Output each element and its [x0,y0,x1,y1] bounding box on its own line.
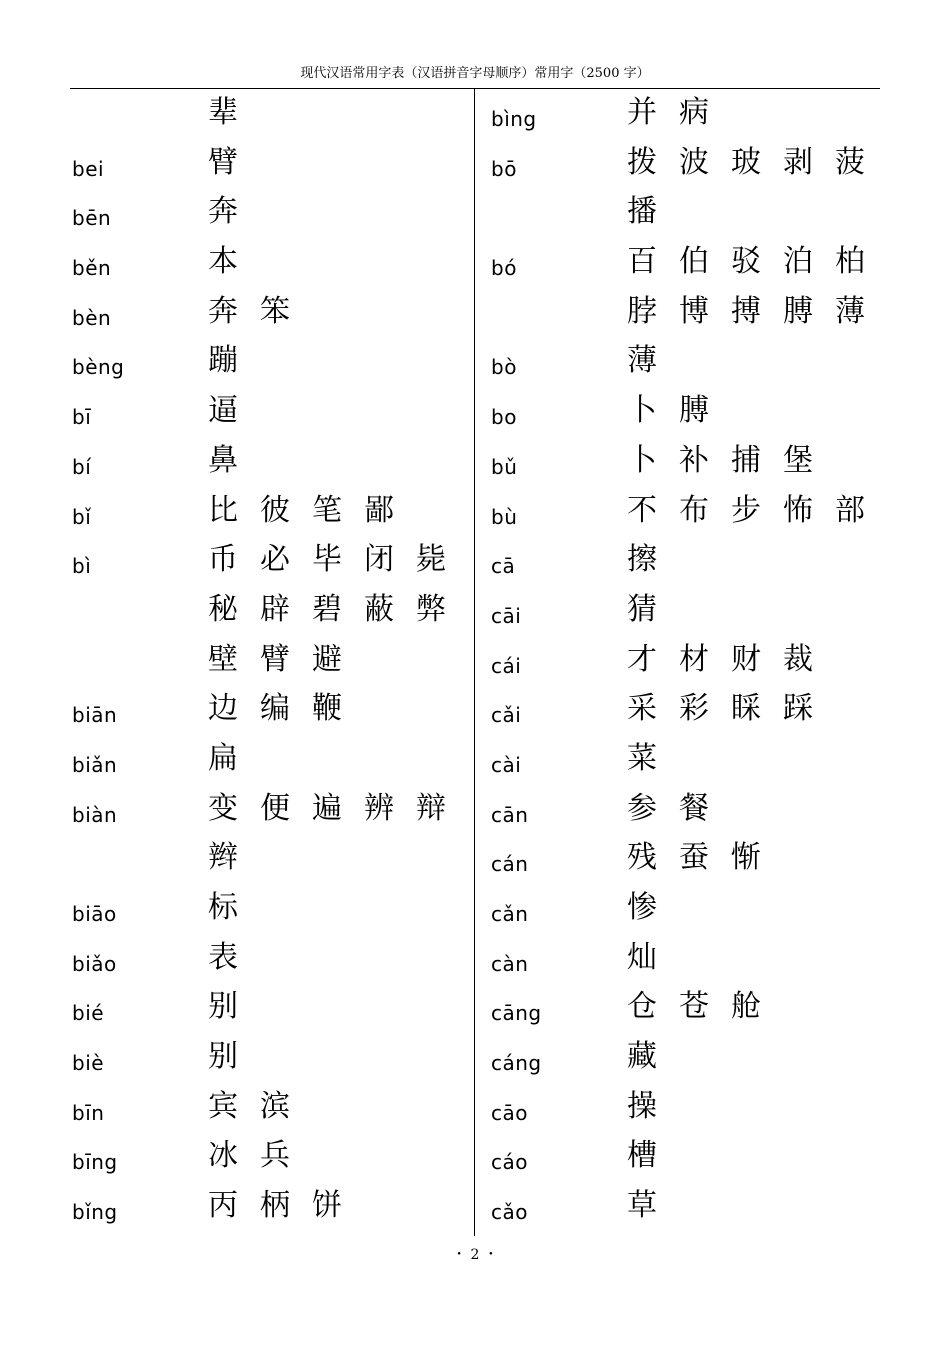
table-row [491,337,880,387]
hanzi-character: 惨 [627,890,657,925]
hanzi-character: 辫 [208,840,238,876]
character-list [208,840,260,876]
pinyin-label: bù [491,504,518,529]
hanzi-character: 藏 [627,1039,657,1075]
hanzi-character: 兵 [260,1138,290,1174]
hanzi-character: 擦 [627,542,657,578]
table-row [72,139,472,189]
hanzi-character: 别 [208,1039,238,1075]
character-list [627,791,731,827]
pinyin-label: biān [72,703,118,728]
hanzi-character: 逼 [208,393,238,429]
pinyin-label: biāo [72,902,117,926]
hanzi-character: 波 [679,144,709,180]
character-list [627,592,679,628]
table-row [72,934,472,984]
page-header: 现代汉语常用字表（汉语拼音字母顺序）常用字（2500 字） [300,66,650,81]
character-list [627,95,731,131]
hanzi-character: 鄙 [364,492,394,528]
table-row [72,983,472,1033]
hanzi-character: 布 [679,492,709,528]
pinyin-label: bo [491,405,517,430]
character-list [208,95,260,131]
character-list [208,393,260,429]
table-row [491,188,880,238]
hanzi-character: 奔 [208,194,238,230]
pinyin-label: cāo [491,1100,528,1125]
hanzi-character: 播 [627,194,657,230]
hanzi-character: 边 [208,691,238,727]
hanzi-character: 搏 [731,293,761,329]
table-row [491,288,880,338]
hanzi-character: 财 [731,641,761,677]
character-list [208,145,260,181]
pinyin-label: cāi [491,603,522,628]
table-row [72,387,472,437]
hanzi-character: 材 [679,641,709,677]
hanzi-character: 膊 [783,293,813,329]
hanzi-character: 并 [627,95,657,130]
hanzi-character: 裁 [783,641,813,677]
hanzi-character: 辟 [260,591,290,627]
hanzi-character: 宾 [208,1088,238,1124]
character-list [627,890,679,926]
table-row [72,188,472,238]
pinyin-label: bī [72,405,92,430]
character-list [208,294,312,330]
hanzi-character: 编 [260,691,290,727]
hanzi-character: 弊 [416,591,446,627]
character-list [627,691,835,727]
character-list [208,890,260,926]
hanzi-character: 猜 [627,591,657,627]
pinyin-label: cán [491,852,529,877]
pinyin-label: bò [491,355,517,380]
character-list [208,1039,260,1075]
table-row [491,834,880,884]
table-row [491,983,880,1033]
hanzi-character: 必 [260,542,290,578]
table-row [491,536,880,586]
pinyin-label: bèn [72,305,112,330]
table-row [491,1132,880,1182]
hanzi-character: 表 [208,939,238,975]
hanzi-character: 参 [627,790,657,826]
hanzi-character: 槽 [627,1138,657,1174]
character-list [208,443,260,479]
character-list [627,443,835,479]
pinyin-label: cǎi [491,703,522,728]
pinyin-label: bǔ [491,454,518,479]
character-list [627,1089,679,1125]
table-row [491,437,880,487]
hanzi-character: 病 [679,95,709,130]
character-list [208,691,364,727]
character-list [208,244,260,280]
hanzi-character: 补 [679,442,709,478]
hanzi-character: 辩 [416,790,446,826]
hanzi-character: 薄 [627,343,657,379]
hanzi-character: 草 [627,1188,657,1224]
pinyin-label: cǎn [491,902,529,926]
pinyin-label: bí [72,454,92,479]
character-list [208,1138,312,1174]
hanzi-character: 彼 [260,492,290,528]
column-divider [474,88,475,1236]
hanzi-character: 苍 [679,989,709,1025]
character-list [208,493,416,529]
pinyin-label: cā [491,554,516,579]
pinyin-label: bīng [72,1150,118,1175]
hanzi-character: 薄 [835,293,865,329]
character-list [627,840,783,876]
character-list [208,1089,312,1125]
character-list [208,542,468,578]
table-row [491,487,880,537]
character-list [208,343,260,379]
character-list [627,145,887,181]
hanzi-character: 餐 [679,790,709,826]
hanzi-character: 踩 [783,691,813,727]
hanzi-character: 变 [208,790,238,826]
hanzi-character: 标 [208,890,238,925]
table-row [491,238,880,288]
pinyin-label: biè [72,1051,105,1076]
hanzi-character: 采 [627,691,657,727]
table-row [72,636,472,686]
table-row [72,1132,472,1182]
hanzi-character: 秘 [208,591,238,627]
hanzi-character: 扁 [208,740,238,776]
hanzi-character: 舱 [731,989,761,1025]
hanzi-character: 堡 [783,442,813,478]
hanzi-character: 惭 [731,840,761,876]
hanzi-character: 奔 [208,293,238,329]
pinyin-label: cǎo [491,1200,528,1225]
hanzi-character: 本 [208,244,238,280]
table-row [491,1083,880,1133]
pinyin-label: bìng [491,107,537,131]
pinyin-label: bèng [72,355,125,380]
table-row [491,586,880,636]
page-number: ・ 2 ・ [452,1247,498,1263]
table-row [72,487,472,537]
hanzi-character: 剥 [783,144,813,180]
table-row [72,288,472,338]
pinyin-label: běn [72,256,112,281]
hanzi-character: 笨 [260,293,290,329]
pinyin-label: cáo [491,1150,528,1175]
table-row [491,884,880,934]
table-row [491,735,880,785]
table-row [72,437,472,487]
pinyin-label: cài [491,752,522,777]
hanzi-character: 币 [208,542,238,578]
table-row [72,536,472,586]
character-list [627,1188,679,1224]
pinyin-label: bēn [72,206,112,231]
character-list [627,741,679,777]
hanzi-character: 睬 [731,691,761,727]
character-list [627,294,887,330]
hanzi-character: 蹦 [208,343,238,379]
table-row [72,238,472,288]
character-list [627,343,679,379]
hanzi-character: 百 [627,244,657,280]
hanzi-character: 伯 [679,244,709,280]
table-row [72,685,472,735]
character-list [208,1188,364,1224]
pinyin-label: bǐ [72,504,92,529]
character-list [208,989,260,1025]
hanzi-character: 仓 [627,989,657,1025]
character-list [627,642,835,678]
hanzi-character: 冰 [208,1138,238,1174]
right-column [491,89,880,1232]
character-list [627,194,679,230]
pinyin-label: bó [491,256,517,281]
table-row [491,1033,880,1083]
table-row [491,636,880,686]
pinyin-label: bīn [72,1100,105,1125]
table-row [72,89,472,139]
hanzi-character: 鼻 [208,442,238,478]
pinyin-label: cān [491,802,529,827]
pinyin-label: bǐng [72,1200,118,1225]
table-row [491,139,880,189]
hanzi-character: 别 [208,989,238,1025]
hanzi-character: 臂 [260,641,290,677]
hanzi-character: 残 [627,840,657,876]
hanzi-character: 卜 [627,393,657,429]
hanzi-character: 不 [627,492,657,528]
table-row [72,735,472,785]
hanzi-character: 操 [627,1088,657,1124]
table-row [72,884,472,934]
character-list [208,194,260,230]
character-list [627,989,783,1025]
hanzi-character: 怖 [783,492,813,528]
pinyin-label: bì [72,554,92,579]
character-list [208,791,468,827]
table-row [491,89,880,139]
pinyin-label: cáng [491,1051,542,1076]
table-row [72,785,472,835]
hanzi-character: 蔽 [364,591,394,627]
hanzi-character: 菜 [627,740,657,776]
hanzi-character: 毕 [312,542,342,578]
pinyin-label: biǎn [72,752,118,777]
hanzi-character: 才 [627,641,657,677]
hanzi-character: 毙 [416,542,446,578]
character-list [208,592,468,628]
character-list [208,741,260,777]
hanzi-character: 菠 [835,144,865,180]
character-list [208,642,364,678]
table-row [72,1033,472,1083]
hanzi-character: 拨 [627,144,657,180]
character-list [208,940,260,976]
table-row [491,685,880,735]
hanzi-character: 柏 [835,244,865,280]
pinyin-label: bei [72,156,105,181]
hanzi-character: 博 [679,293,709,329]
hanzi-character: 驳 [731,244,761,280]
pinyin-label: bō [491,156,517,181]
hanzi-character: 灿 [627,939,657,975]
hanzi-character: 脖 [627,293,657,329]
hanzi-character: 比 [208,492,238,528]
hanzi-character: 笔 [312,492,342,528]
hanzi-character: 柄 [260,1188,290,1224]
table-row [72,1182,472,1232]
character-list [627,244,887,280]
hanzi-character: 蚕 [679,840,709,876]
hanzi-character: 膊 [679,393,709,429]
hanzi-character: 玻 [731,144,761,180]
hanzi-character: 闭 [364,542,394,578]
hanzi-character: 丙 [208,1188,238,1224]
hanzi-character: 辈 [208,95,238,130]
hanzi-character: 捕 [731,442,761,478]
hanzi-character: 臂 [208,144,238,180]
pinyin-label: cāng [491,1001,542,1026]
pinyin-label: biǎo [72,951,117,976]
hanzi-character: 鞭 [312,691,342,727]
hanzi-character: 部 [835,492,865,528]
hanzi-character: 滨 [260,1088,290,1124]
table-row [491,934,880,984]
pinyin-label: biàn [72,802,118,827]
pinyin-label: càn [491,951,529,976]
character-list [627,393,731,429]
table-row [72,1083,472,1133]
table-row [72,834,472,884]
pinyin-label: bié [72,1001,105,1026]
character-list [627,1138,679,1174]
hanzi-character: 遍 [312,790,342,826]
table-row [72,586,472,636]
hanzi-character: 泊 [783,244,813,280]
left-column [72,89,472,1232]
hanzi-character: 辨 [364,790,394,826]
hanzi-character: 壁 [208,641,238,677]
hanzi-character: 避 [312,641,342,677]
character-list [627,940,679,976]
table-row [72,337,472,387]
hanzi-character: 饼 [312,1188,342,1224]
hanzi-character: 便 [260,790,290,826]
hanzi-character: 步 [731,492,761,528]
character-list [627,1039,679,1075]
table-row [491,1182,880,1232]
character-list [627,542,679,578]
table-row [491,785,880,835]
hanzi-character: 卜 [627,442,657,478]
hanzi-character: 碧 [312,591,342,627]
pinyin-label: cái [491,653,522,678]
table-row [491,387,880,437]
hanzi-character: 彩 [679,691,709,727]
character-list [627,493,887,529]
